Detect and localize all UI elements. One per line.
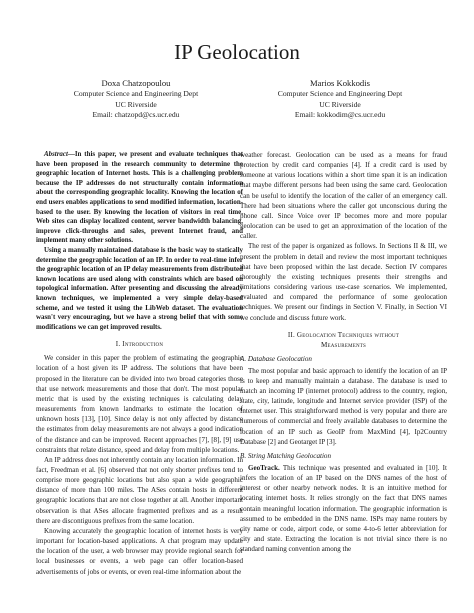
intro-paragraph-3: Knowing accurately the geographic location of internet hosts is very important for location-based applications. A chat program may update the location of the user, a web browser may provide regional search for local businesses or events, a web page can offer location-based advertisements of jobs or events, or even real-time information about the — [36, 526, 243, 576]
author-dept: Computer Science and Engineering Dept — [73, 89, 199, 98]
intro-paragraph-continued: weather forecast. Geolocation can be used as a means for fraud protection by credit card companies [4]. If a credit card is used by someone at various locations within a short time span it is an indication that maybe different persons had been using the same card. Geolocation can be useful to identify the location of the caller of an emergency call. There had been situations where the caller got unconscious during the phone call. Since Voice over IP becomes more and more popular geolocation can be used to get an approximation of the location of the caller. — [240, 151, 447, 241]
section-heading-introduction: I. Introduction — [115, 340, 164, 349]
author-block-2 — [240, 77, 440, 121]
intro-paragraph-2: An IP address does not inherently contain any location information. In fact, Freedman et al. [6] observed that not only shorter prefixes tend to comprise more geographic locations but also span a wide geographic distance of more than 100 miles. The ASes contain hosts in different geographic locations that are not close together at all. Another important observation is that ASes allocate fragmented prefixes and as a result there are discontiguous prefixes from the same location. — [36, 455, 243, 525]
abstract-text: —In this paper, we present and evaluate techniques that have been proposed in the research community to determine the geographic location of Internet hosts. This is a challenging problem because the IP addresses do not structurally contain information about the corresponding geographic locality. Knowing the location of end users enables applications to send modified information, location-based to the user. By knowing the location of visitors in real time, Web sites can display localized content, server bandwidth balancing, improve click-throughs and sales, prevent Internet fraud, and implement many other solutions. — [36, 150, 243, 245]
author-name: Doxa Chatzopoulou — [101, 78, 171, 88]
abstract — [36, 150, 243, 332]
section-heading-2-line-1: II. Geolocation Techniques without — [287, 330, 400, 339]
abstract-paragraph-1 — [36, 150, 243, 246]
subsection-heading-string-matching: B. String Matching Geolocation — [240, 451, 332, 460]
author-univ: UC Riverside — [115, 99, 157, 109]
database-paragraph: The most popular and basic approach to identify the location of an IP is to keep and manually maintain a database. The database is used to match an incoming IP (internet protocol) address to the country, region, state, city, latitude, longitude and Internet service provider (ISP) of the Internet user. This straightforward method is very popular and there are numerous of commercial and freely available databases to determine the location of an IP such as GeoIP from MaxMind [4], Ip2Country Database [2] and Geotarget IP [3]. — [240, 366, 447, 446]
author-email: Email: chatzopd@cs.ucr.edu — [92, 110, 180, 120]
geotrack-paragraph — [240, 463, 447, 554]
paper-title: IP Geolocation — [174, 40, 300, 64]
intro-paragraph-1: We consider in this paper the problem of estimating the geographic location of a host given its IP address. The solutions that have been proposed in the literature can be divided into two broad categories those that use network measurements and those that don't. The most popular metric that is used by the existing techniques is calculating delay measurements from known landmarks to estimate the location of unknown hosts [13], [10]. Since delay is not only affected by distance the estimates from delay measurements are not always a good indication of the distance and can be improved. Recent approaches [7], [8], [9] use constraints that relate distance, speed and delay from multiple locations. — [36, 354, 243, 454]
geotrack-text: This technique was presented and evaluated in [10]. It infers the location of an IP based on the DNS names of the host of interest or other nearby network nodes. It is an intuitive method for locating internet hosts. It relies strongly on the fact that DNS names contain meaningful location information. The geographic information is assumed to be embedded in the DNS name. ISPs may name routers by city name or code, airport code, or some 4-to-6 letter abbreviation for city and state. Extracting the location is not trivial since there is no standard naming convention among the — [240, 463, 447, 554]
author-email: Email: kokkodim@cs.ucr.edu — [294, 110, 386, 120]
section-heading-2-line-2: Measurements — [320, 340, 367, 349]
abstract-paragraph-2: Using a manually maintained database is the basic way to statically determine the geographic location of an IP. In order to real-time infer the geographic location of an IP delay measurements from distributed known locations are used along with constraints which are based on topological information. After presenting and discussing the already known techniques, we implemented a very simple delay-based scheme, and we tested it using the LibWeb dataset. The evaluation wasn't very encouraging, but we have a strong belief that with some modifications we can get improved results. — [36, 245, 243, 331]
abstract-label: Abstract — [44, 150, 68, 158]
author-name: Marios Kokkodis — [310, 78, 370, 88]
author-dept: Computer Science and Engineering Dept — [277, 89, 403, 98]
author-univ: UC Riverside — [319, 99, 361, 109]
geotrack-run-head: GeoTrack. — [248, 463, 280, 472]
subsection-heading-database: A. Database Geolocation — [240, 354, 312, 363]
author-block-1 — [36, 77, 236, 121]
left-column — [36, 150, 243, 577]
right-column — [240, 150, 447, 554]
section-heading-2 — [240, 330, 447, 350]
organization-paragraph: The rest of the paper is organized as follows. In Sections II & III, we present the problem in detail and review the most important techniques that have been proposed within the last decade. Section IV compares thoroughly the existing techniques presents their strengths and limitations considering various use-case scenarios. We implemented, evaluated and compared the performance of some geolocation techniques. We present our findings in Section V. Finally, in Section VI we conclude and discuss future work. — [240, 242, 447, 322]
